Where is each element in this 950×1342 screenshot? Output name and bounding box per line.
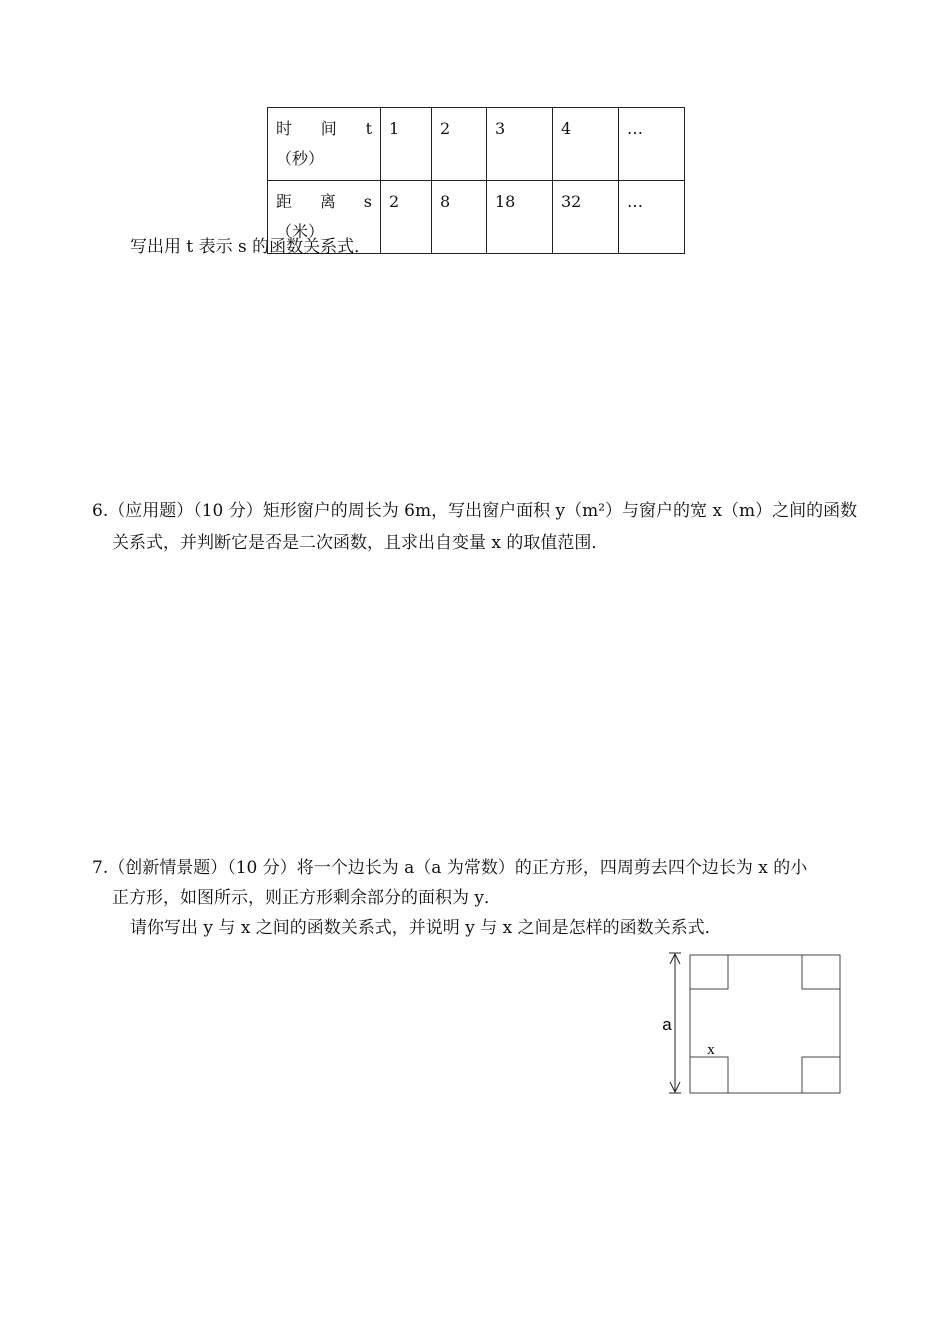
outer-square bbox=[690, 955, 840, 1093]
question-7-line-1: 7.（创新情景题）（10 分）将一个边长为 a（a 为常数）的正方形，四周剪去四个边长为 x 的小 bbox=[92, 858, 808, 878]
header-char: s bbox=[363, 192, 372, 211]
table-cell: … bbox=[619, 108, 685, 181]
square-cut-figure bbox=[655, 950, 855, 1100]
header-char: t bbox=[365, 119, 372, 138]
corner-square-bottom-right bbox=[802, 1057, 840, 1093]
corner-square-top-right bbox=[802, 955, 840, 989]
table-cell: 32 bbox=[553, 181, 619, 254]
header-unit: （米） bbox=[276, 222, 325, 241]
table-cell: 2 bbox=[381, 181, 432, 254]
table-cell: 3 bbox=[487, 108, 553, 181]
header-char: 离 bbox=[319, 192, 336, 211]
table-cell: 2 bbox=[432, 108, 487, 181]
question-7-line-3: 请你写出 y 与 x 之间的函数关系式，并说明 y 与 x 之间是怎样的函数关系式． bbox=[130, 918, 722, 938]
table-cell: … bbox=[619, 181, 685, 254]
question-6-line-1: 6.（应用题）（10 分）矩形窗户的周长为 6m，写出窗户面积 y（m²）与窗户的宽 x（m）之间的函数 bbox=[92, 501, 858, 521]
header-char: 时 bbox=[276, 119, 293, 138]
label-x: x bbox=[707, 1042, 715, 1058]
question-7-line-2: 正方形，如图所示，则正方形剩余部分的面积为 y． bbox=[112, 888, 502, 908]
table-cell: 8 bbox=[432, 181, 487, 254]
corner-square-top-left bbox=[690, 955, 728, 989]
table-row-time bbox=[268, 108, 685, 181]
table-cell: 4 bbox=[553, 108, 619, 181]
label-a: a bbox=[662, 1015, 672, 1034]
corner-square-bottom-left bbox=[690, 1057, 728, 1093]
question-5-prompt: 写出用 t 表示 s 的函数关系式． bbox=[130, 237, 372, 257]
table-cell: 18 bbox=[487, 181, 553, 254]
header-char: 间 bbox=[320, 119, 337, 138]
header-char: 距 bbox=[276, 192, 293, 211]
table-cell: 1 bbox=[381, 108, 432, 181]
question-6-line-2: 关系式，并判断它是否是二次函数，且求出自变量 x 的取值范围． bbox=[112, 533, 609, 553]
table-header-time bbox=[268, 108, 381, 181]
header-unit: （秒） bbox=[276, 149, 325, 168]
